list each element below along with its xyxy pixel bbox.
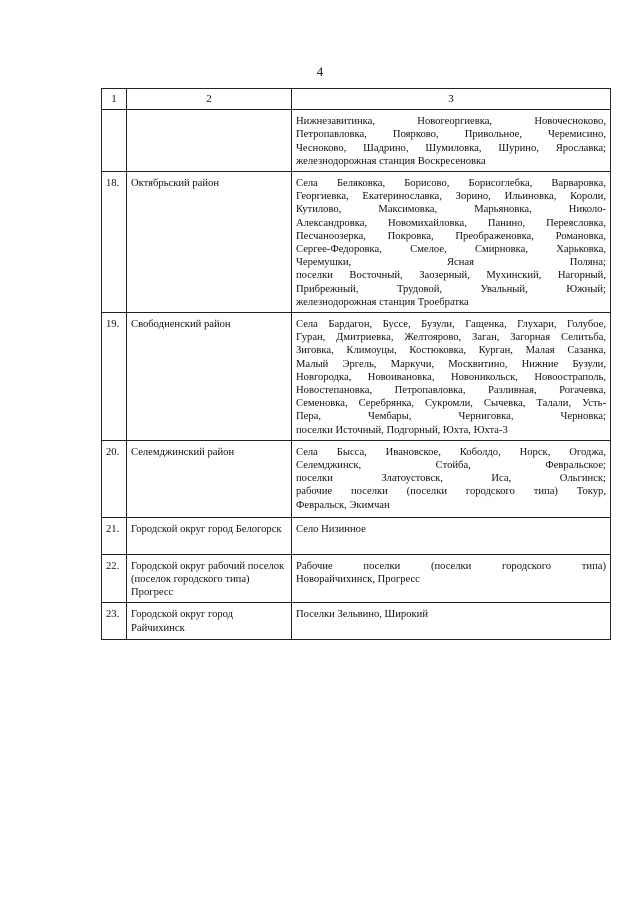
settlements-line: Село Низинное [296, 523, 366, 535]
settlements-line: Селемджинск, Стойба, Февральское; [296, 460, 606, 472]
settlements-line: Села Бысса, Ивановское, Коболдо, Норск, Огоджа, [296, 446, 606, 458]
row-number: 20. [102, 440, 127, 517]
municipality-name: Свободненский район [127, 313, 292, 441]
settlements-table [101, 88, 611, 640]
settlements-line: железнодорожная станция Воскресеновка [296, 155, 486, 167]
settlements-line: Февральск, Экимчан [296, 499, 390, 511]
settlements-line: Села Беляковка, Борисово, Борисоглебка, Варваровка, [296, 178, 606, 190]
table-row [102, 440, 611, 517]
table-header-row [102, 89, 611, 110]
settlements-list [292, 110, 611, 172]
settlements-list [292, 554, 611, 603]
settlements-line: Песчаноозерка, Покровка, Преображеновка, Романовка, [296, 230, 606, 242]
settlements-line: Поселки Зельвино, Широкий [296, 609, 428, 621]
row-number: 21. [102, 517, 127, 554]
row-number: 23. [102, 603, 127, 640]
settlements-list [292, 172, 611, 313]
table-row [102, 517, 611, 554]
settlements-line: Черемушки, Ясная Поляна; [296, 257, 606, 269]
settlements-list [292, 603, 611, 640]
settlements-line: Александровка, Новомихайловка, Панино, Переясловка, [296, 217, 606, 229]
settlements-list [292, 517, 611, 554]
settlements-line: Семеновка, Серебрянка, Сукромли, Сычевка, Талали, Усть- [296, 398, 606, 410]
settlements-line: Малый Эргель, Маркучи, Москвитино, Нижние Бузули, [296, 358, 606, 370]
row-number [102, 110, 127, 172]
table-row [102, 603, 611, 640]
table-row [102, 313, 611, 441]
municipality-name: Городской округ рабочий поселок (поселок городского типа) Прогресс [127, 554, 292, 603]
header-col-1: 1 [102, 89, 127, 110]
settlements-line: Георгиевка, Екатеринославка, Зорино, Ильиновка, Короли, [296, 191, 606, 203]
settlements-line: Рабочие поселки (поселки городского типа) [296, 560, 606, 572]
settlements-line: рабочие поселки (поселки городского типа) Токур, [296, 486, 606, 498]
row-number: 22. [102, 554, 127, 603]
settlements-line: Новгородка, Новоивановка, Новоникольск, Новоостраполь, [296, 371, 606, 383]
settlements-line: Новорайчихинск, Прогресс [296, 574, 420, 586]
table-row [102, 172, 611, 313]
settlements-line: Чесноково, Шадрино, Шумиловка, Шурино, Ярославка; [296, 142, 606, 154]
row-number: 19. [102, 313, 127, 441]
settlements-line: Сергее-Федоровка, Смелое, Смирновка, Харьковка, [296, 244, 606, 256]
settlements-line: Зиговка, Климоуцы, Костюковка, Курган, Малая Сазанка, [296, 345, 606, 357]
settlements-list [292, 440, 611, 517]
settlements-line: Гуран, Дмитриевка, Желтоярово, Заган, Загорная Селитьба, [296, 332, 606, 344]
header-col-3: 3 [292, 89, 611, 110]
settlements-line: Кутилово, Максимовка, Марьяновка, Николо- [296, 204, 606, 216]
settlements-line: Села Бардагон, Буссе, Бузули, Гащенка, Глухари, Голубое, [296, 319, 606, 331]
municipality-name: Селемджинский район [127, 440, 292, 517]
table-body [102, 89, 611, 640]
settlements-line: поселки Источный, Подгорный, Юхта, Юхта-3 [296, 424, 508, 436]
settlements-line: Петропавловка, Поярково, Привольное, Черемисино, [296, 129, 606, 141]
settlements-line: поселки Восточный, Заозерный, Мухинский, Нагорный, [296, 270, 606, 282]
municipality-name: Октябрьский район [127, 172, 292, 313]
settlements-list [292, 313, 611, 441]
header-col-2: 2 [127, 89, 292, 110]
settlements-line: Пера, Чембары, Черниговка, Черновка; [296, 411, 606, 423]
table-row [102, 554, 611, 603]
settlements-line: поселки Златоустовск, Иса, Ольгинск; [296, 473, 606, 485]
municipality-name [127, 110, 292, 172]
page-number: 4 [316, 64, 324, 79]
row-number: 18. [102, 172, 127, 313]
settlements-line: железнодорожная станция Троебратка [296, 296, 469, 308]
settlements-line: Новостепановка, Петропавловка, Разливная, Рогачевка, [296, 385, 606, 397]
municipality-name: Городской округ город Белогорск [127, 517, 292, 554]
settlements-line: Прибрежный, Трудовой, Увальный, Южный; [296, 283, 606, 295]
table-row [102, 110, 611, 172]
settlements-line: Нижнезавитинка, Новогеоргиевка, Новочесноково, [296, 116, 606, 128]
municipality-name: Городской округ город Райчихинск [127, 603, 292, 640]
